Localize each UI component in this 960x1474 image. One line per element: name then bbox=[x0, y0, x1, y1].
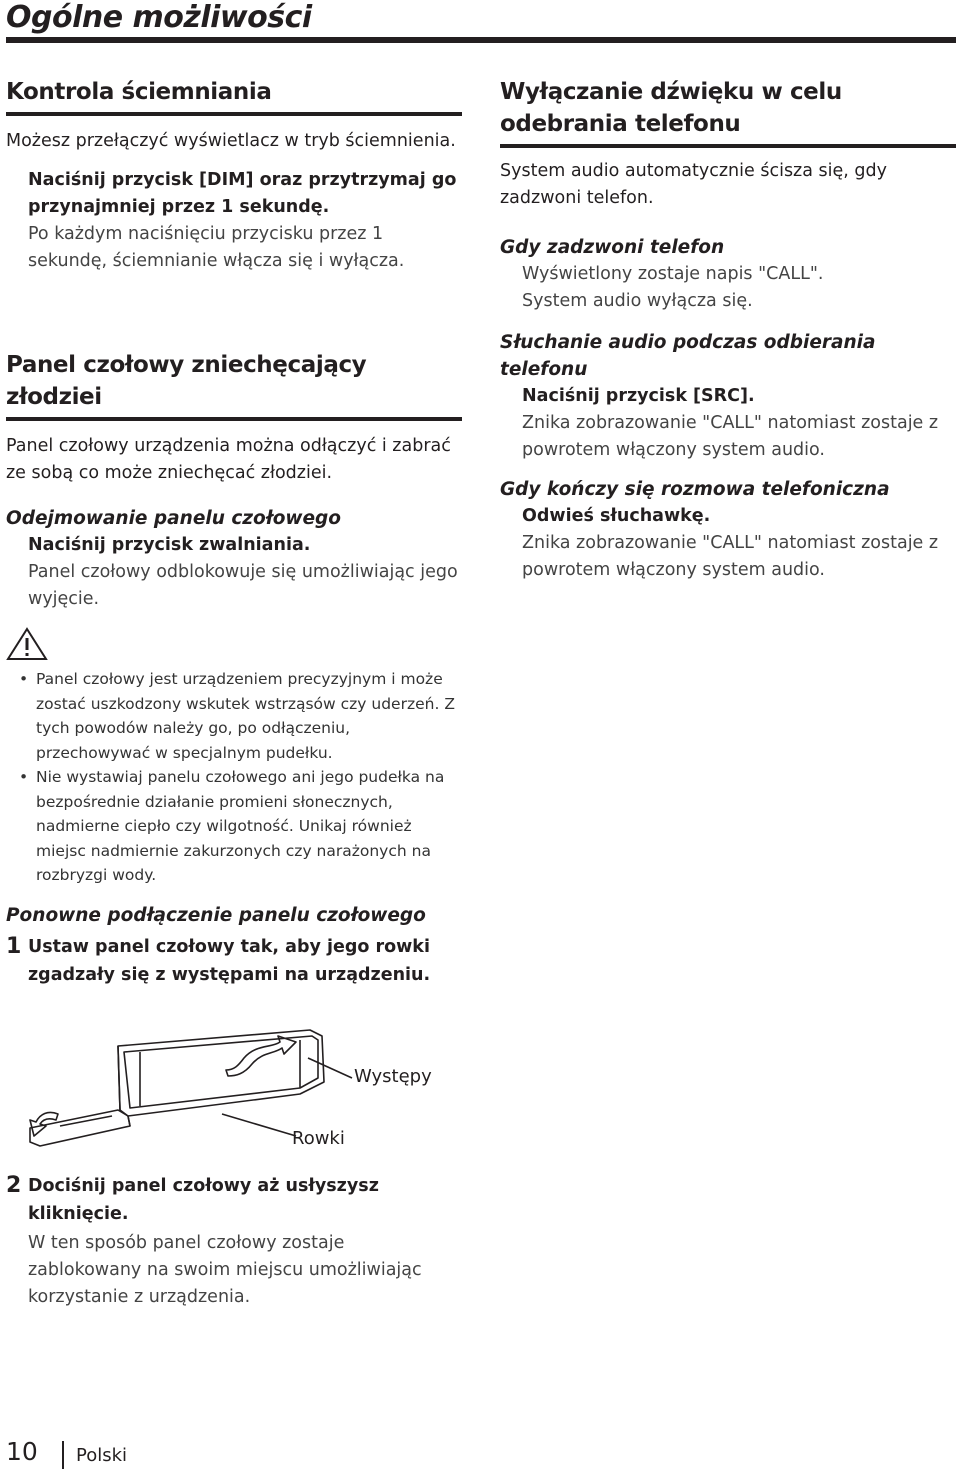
theft-heading-line1: Panel czołowy zniechęcający bbox=[6, 352, 367, 378]
warning-icon bbox=[6, 627, 462, 661]
footer-language: Polski bbox=[76, 1445, 128, 1466]
reattach-title: Ponowne podłączenie panelu czołowego bbox=[6, 904, 426, 926]
warning-item: • Panel czołowy jest urządzeniem precyzyjnym i może zostać uszkodzony wskutek wstrząsów czy uderzeń. Z tych powodów należy go, po odłączeniu, przechowywać w specjalnym pudełku. bbox=[36, 667, 462, 765]
mute-heading-line2: odebrania telefonu bbox=[500, 111, 741, 137]
mute-heading-line1: Wyłączanie dźwięku w celu bbox=[500, 79, 842, 105]
removal-result: Panel czołowy odblokowuje się umożliwiając jego wyjęcie. bbox=[28, 562, 458, 609]
call-title: Gdy zadzwoni telefon bbox=[500, 237, 725, 258]
listen-instruction: Naciśnij przycisk [SRC]. bbox=[522, 386, 755, 406]
faceplate-illustration bbox=[0, 1018, 460, 1158]
step-2 bbox=[6, 1172, 462, 1311]
step-2-block bbox=[6, 1172, 462, 1311]
call-line1: Wyświetlony zostaje napis "CALL". bbox=[522, 264, 824, 284]
mute-intro: System audio automatycznie ścisza się, gdy zadzwoni telefon. bbox=[500, 161, 887, 208]
removal-title: Odejmowanie panelu czołowego bbox=[6, 508, 341, 529]
theft-heading-line2: złodziei bbox=[6, 384, 102, 410]
footer-divider bbox=[62, 1441, 64, 1469]
theft-heading-rule bbox=[6, 417, 462, 421]
call-line2: System audio wyłącza się. bbox=[522, 291, 753, 311]
panel-diagram bbox=[0, 1018, 460, 1158]
left-column bbox=[6, 76, 462, 989]
step-1 bbox=[6, 933, 462, 989]
dimmer-heading: Kontrola ściemniania bbox=[6, 79, 272, 105]
listen-title: Słuchanie audio podczas odbierania telefonu bbox=[500, 332, 876, 380]
end-result: Znika zobrazowanie "CALL" natomiast zostaje z powrotem włączony system audio. bbox=[522, 533, 939, 580]
removal-instruction: Naciśnij przycisk zwalniania. bbox=[28, 535, 311, 555]
listen-result: Znika zobrazowanie "CALL" natomiast zostaje z powrotem włączony system audio. bbox=[522, 413, 939, 460]
projections-label: Występy bbox=[354, 1066, 432, 1087]
dimmer-result: Po każdym naciśnięciu przycisku przez 1 sekundę, ściemnianie włącza się i wyłącza. bbox=[28, 224, 405, 271]
grooves-label: Rowki bbox=[292, 1128, 345, 1149]
step-number: 2 bbox=[6, 1173, 22, 1198]
step-number: 1 bbox=[6, 933, 22, 959]
end-title: Gdy kończy się rozmowa telefoniczna bbox=[500, 479, 890, 500]
dimmer-instruction: Naciśnij przycisk [DIM] oraz przytrzymaj go przynajmniej przez 1 sekundę. bbox=[28, 170, 457, 217]
step-detail: W ten sposób panel czołowy zostaje zablokowany na swoim miejscu umożliwiając korzystanie z urządzenia. bbox=[28, 1233, 422, 1307]
mute-section bbox=[500, 76, 956, 584]
dimmer-intro: Możesz przełączyć wyświetlacz w tryb ściemnienia. bbox=[6, 131, 456, 151]
title-rule bbox=[6, 37, 956, 43]
right-column bbox=[500, 76, 956, 584]
page-title: Ogólne możliwości bbox=[6, 0, 312, 35]
theft-section bbox=[6, 349, 462, 989]
theft-intro: Panel czołowy urządzenia można odłączyć i zabrać ze sobą co może zniechęcać złodziei. bbox=[6, 436, 451, 483]
page-number: 10 bbox=[6, 1437, 38, 1466]
step-text: Ustaw panel czołowy tak, aby jego rowki zgadzały się z występami na urządzeniu. bbox=[28, 936, 431, 985]
warning-list bbox=[6, 667, 462, 888]
step-text: Dociśnij panel czołowy aż usłyszysz kliknięcie. bbox=[28, 1176, 379, 1224]
dimmer-section bbox=[6, 76, 462, 275]
mute-heading-rule bbox=[500, 144, 956, 148]
warning-item: • Nie wystawiaj panelu czołowego ani jego pudełka na bezpośrednie działanie promieni słonecznych, nadmierne ciepło czy wilgotność. Unikaj również miejsc nadmiernie zakurzonych czy narażonych na rozbryzgi wody. bbox=[36, 765, 462, 888]
dimmer-heading-rule bbox=[6, 112, 462, 116]
end-instruction: Odwieś słuchawkę. bbox=[522, 506, 711, 526]
